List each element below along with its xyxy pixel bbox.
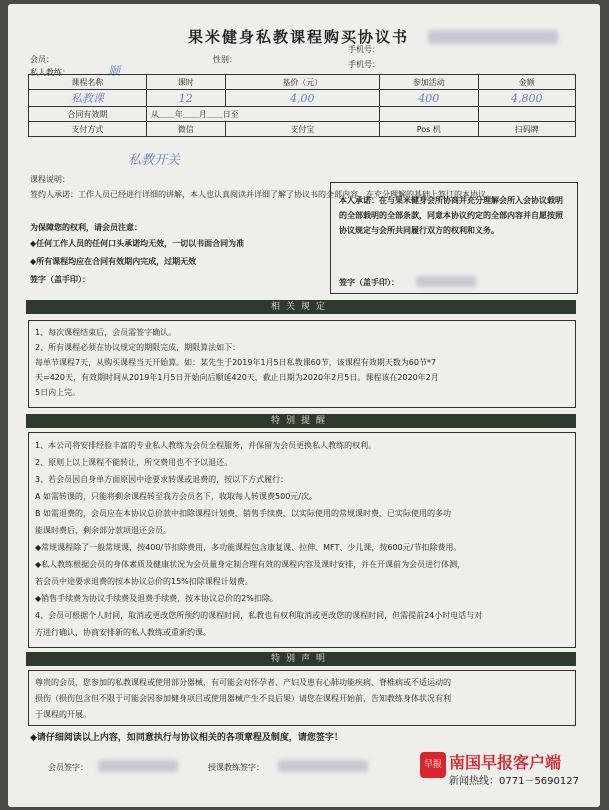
s1-item: 每单节课程7天，从购买课程当天开始算。如：某先生于2019年1月5日私教课60节，该课程有效期天数为60节*7 [35, 358, 437, 367]
col-base: 基价（元） [225, 75, 379, 90]
pay-pos: Pos 机 [380, 122, 479, 137]
cell-activity [380, 90, 479, 107]
right-sign-label: 签字（盖手印）： [339, 278, 399, 287]
s2-item: 能课时费后，剩余部分款项退还会员。 [35, 526, 171, 535]
reminder-box [28, 432, 576, 648]
handwritten-trainer: 顺 [108, 64, 121, 78]
redacted-coach-sign [278, 760, 368, 772]
notice-expire: ◆所有课程均应在合同有效期内完成，过期无效 [30, 257, 197, 266]
s2-item: ◆销售手续费为协议手续费及退费手续费，按本协议总价的2%扣除。 [35, 594, 278, 603]
signer-commitment: 签约人承诺：工作人员已经进行详细的讲解，本人也认真阅读并详细了解了协议书的全部内容，在充分理解的基础上签订的本协议。 [30, 190, 494, 199]
notice-heading: 为保障您的权利，请会员注意： [30, 223, 142, 232]
s3-item: 尊贵的会员，您参加的私教课程或使用部分器械，有可能会对怀孕者、产妇及患有心肺功能疾病、脊椎病或不适运动的 [35, 678, 451, 687]
trainer-label: 私人教练： [30, 68, 70, 77]
s2-item: B 如需退费的，会员应在本协议总价款中扣除课程计划费、销售手续费、以实际使用的常规课时费、已实际使用的多功 [35, 509, 452, 518]
s2-item: A 如需转课的，只能将剩余课程转至我方会员名下，收取每人转课费500元/次。 [35, 492, 317, 501]
valid-label: 合同有效期 [29, 107, 147, 122]
section-bar-rules: 相关规定 [26, 300, 576, 314]
col-course: 课程名称 [29, 75, 147, 90]
s1-item: 5日内上完。 [35, 388, 81, 397]
col-activity: 参加活动 [380, 75, 479, 90]
s2-item: 1、本公司将安排经验丰富的专业私人教练为会员全程服务，并保留为会员更换私人教练的权利。 [35, 441, 377, 450]
s1-item: 天=420天，有效期时间从2019年1月5日开始向后顺延420天，截止日期为2020年2月5日。课程该在2020年2月 [35, 373, 439, 382]
s2-item: 2、原则上以上课程不能转让，所交费用也不予以退还。 [35, 458, 233, 467]
s1-item: 1、每次课程结束后，会员需签字确认。 [35, 328, 177, 337]
member-label: 会员： [30, 55, 54, 64]
handwritten-hours: 12 [178, 91, 193, 105]
cell-amount [478, 90, 575, 107]
s2-item: ◆常规课程除了一般常规课，按400/节扣除费用，多功能课程包含康复课、拉伸、MFT、少儿课，按600元/节扣除费用。 [35, 543, 462, 552]
handwritten-amount: 4,800 [511, 91, 543, 105]
coach-sign-label: 授课教练签字： [208, 763, 264, 772]
phone-label-2: 手机号： [348, 60, 380, 69]
rules-list [35, 325, 439, 400]
s1-item: 2、所有课程必须在协议规定的期限完成，期限算法如下： [35, 343, 241, 352]
section-bar-reminder: 特别提醒 [26, 414, 576, 428]
pay-alipay: 支付宝 [225, 122, 379, 137]
s2-item: 4、会员可根据个人时间，取消或更改您所预约的课程时间，私教也有权利取消或更改您的课程时间，但需提前24小时电话与对 [35, 611, 483, 620]
handwritten-course: 私教课 [70, 92, 104, 105]
redacted-area [428, 30, 558, 44]
gender-label: 性别： [213, 55, 237, 64]
reminder-list [35, 437, 482, 641]
s2-item: ◆私人教练根据会员的身体素质及健康状况为会员量身定制合理有效的课程内容及课时安排，并在开课前为会员进行体测， [35, 560, 466, 569]
phone-label-1: 手机号： [348, 45, 380, 54]
final-note: ◆请仔细阅读以上内容，如同意执行与协议相关的各项章程及制度，请您签字！ [30, 733, 343, 743]
member-sign-label: 会员签字： [48, 763, 88, 772]
handwritten-base: 4,00 [290, 91, 315, 105]
s2-item: 若会员中途要求退费的按本协议总价的15%扣除课程计划费。 [35, 577, 253, 586]
statement-box [28, 670, 576, 726]
redacted-member-sign [98, 760, 178, 772]
col-hours: 课时 [146, 75, 225, 90]
cell-course [29, 90, 147, 107]
commitment-text: 本人承诺：在与果米健身会所协商并充分理解会所入会协议载明的全部载明的全部条款，同意本协议约定的全部内容并自愿按照协议规定与会所共同履行双方的权利和义务。 [339, 196, 563, 235]
rules-box [28, 320, 576, 408]
col-amount: 金额 [478, 75, 575, 90]
valid-range: 从＿＿年＿＿月＿＿日至 [146, 107, 379, 122]
course-desc-label: 课程说明： [30, 175, 70, 184]
contract-paper [8, 4, 600, 807]
redacted-signature [416, 276, 476, 287]
news-hotline: 新闻热线：0771－5690127 [449, 776, 579, 787]
course-table [28, 74, 576, 137]
newspaper-logo: 早报 [420, 752, 446, 778]
handwritten-payment: 私教开关 [128, 153, 181, 168]
section-bar-statement: 特别声明 [26, 652, 576, 666]
statement-list [35, 675, 451, 723]
s2-item: 方进行确认，协商安排新的私人教练或重新约课。 [35, 628, 211, 637]
commitment-box [330, 182, 578, 294]
cell-base [225, 90, 379, 107]
left-sign-label: 签字（盖手印）： [30, 275, 90, 284]
s3-item: 于课程的开展。 [35, 710, 91, 719]
notice-verbal: ◆任何工作人员的任何口头承诺均无效，一切以书面合同为准 [30, 239, 245, 248]
handwritten-activity: 400 [418, 91, 440, 105]
pay-wechat: 微信 [146, 122, 225, 137]
s2-item: 3、若会员因自身单方面原因中途要求转课或退费的，按以下方式履行： [35, 475, 289, 484]
pay-qr: 扫码牌 [478, 122, 575, 137]
cell-hours [146, 90, 225, 107]
s3-item: 损伤（损伤包含但不限于可能会因参加健身项目或使用器械产生不良后果）请您在课程开始前，告知教练身体状况有利 [35, 694, 451, 703]
document-title: 果米健身私教课程购买协议书 [188, 28, 410, 46]
pay-label: 支付方式 [29, 122, 147, 137]
brand-name: 南国早报客户端 [449, 753, 562, 772]
